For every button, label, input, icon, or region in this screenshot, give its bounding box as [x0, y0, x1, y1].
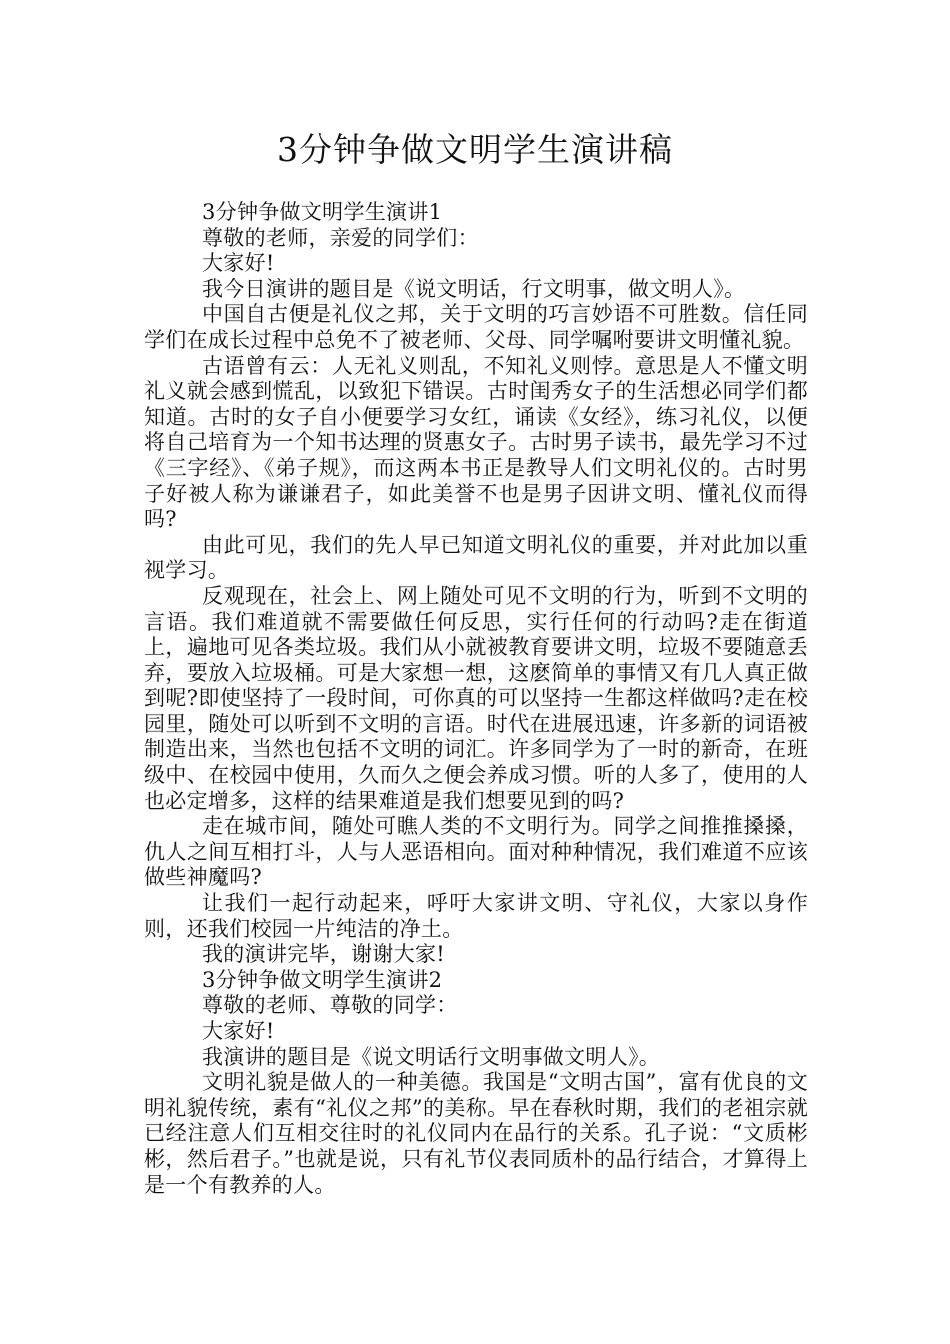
paragraph: 由此可见，我们的先人早已知道文明礼仪的重要，并对此加以重视学习。 [144, 532, 808, 583]
paragraph: 我的演讲完毕，谢谢大家! [202, 942, 446, 967]
paragraph: 我演讲的题目是《说文明话行文明事做文明人》。 [202, 1044, 661, 1069]
paragraph: 文明礼貌是做人的一种美德。我国是“文明古国”，富有优良的文明礼貌传统，素有“礼仪之邦”的美称。早在春秋时期，我们的老祖宗就已经注意人们互相交往时的礼仪同内在品行的关系。孔子说：“文质彬彬，然后君子。”也就是说，只有礼节仪表同质朴的品行结合，才算得上是一个有教养的人。 [144, 1070, 808, 1197]
document-title: 3分钟争做文明学生演讲稿 [277, 130, 673, 169]
paragraph: 大家好! [202, 1019, 275, 1043]
paragraph: 尊敬的老师、尊敬的同学： [202, 993, 458, 1018]
paragraph: 尊敬的老师，亲爱的同学们： [202, 225, 479, 250]
paragraph: 让我们一起行动起来，呼吁大家讲文明、守礼仪，大家以身作则，还我们校园一片纯洁的净土。 [144, 891, 808, 941]
paragraph: 大家好! [202, 251, 275, 276]
paragraph: 中国自古便是礼仪之邦，关于文明的巧言妙语不可胜数。信任同学们在成长过程中总免不了被老师、父母、同学嘱咐要讲文明懂礼貌。 [144, 302, 808, 352]
paragraph: 3分钟争做文明学生演讲2 [202, 967, 443, 992]
paragraph: 反观现在，社会上、网上随处可见不文明的行为，听到不文明的言语。我们难道就不需要做任何反思，实行任何的行动吗?走在街道上，遍地可见各类垃圾。我们从小就被教育要讲文明，垃圾不要随意丢弃，要放入垃圾桶。可是大家想一想，这麽简单的事情又有几人真正做到呢?即使坚持了一段时间，可你真的可以坚持一生都这样做吗?走在校园里，随处可以听到不文明的言语。时代在进展迅速，许多新的词语被制造出来，当然也包括不文明的词汇。许多同学为了一时的新奇，在班级中、在校园中使用，久而久之便会养成习惯。听的人多了，使用的人也必定增多，这样的结果难道是我们想要见到的吗? [144, 583, 808, 813]
paragraph: 3分钟争做文明学生演讲1 [202, 200, 443, 224]
paragraph: 我今日演讲的题目是《说文明话，行文明事，做文明人》。 [202, 276, 746, 301]
document-body [144, 200, 808, 1198]
paragraph: 古语曾有云：人无礼义则乱，不知礼义则悖。意思是人不懂文明礼义就会感到慌乱，以致犯下错误。古时闺秀女子的生活想必同学们都知道。古时的女子自小便要学习女红，诵读《女经》，练习礼仪，以便将自己培育为一个知书达理的贤惠女子。古时男子读书，最先学习不过《三字经》、《弟子规》，而这两本书正是教导人们文明礼仪的。古时男子好被人称为谦谦君子，如此美誉不也是男子因讲文明、懂礼仪而得吗? [144, 353, 808, 532]
paragraph: 走在城市间，随处可瞧人类的不文明行为。同学之间推推搡搡，仇人之间互相打斗，人与人恶语相向。面对种种情况，我们难道不应该做些神魔吗? [144, 814, 808, 890]
